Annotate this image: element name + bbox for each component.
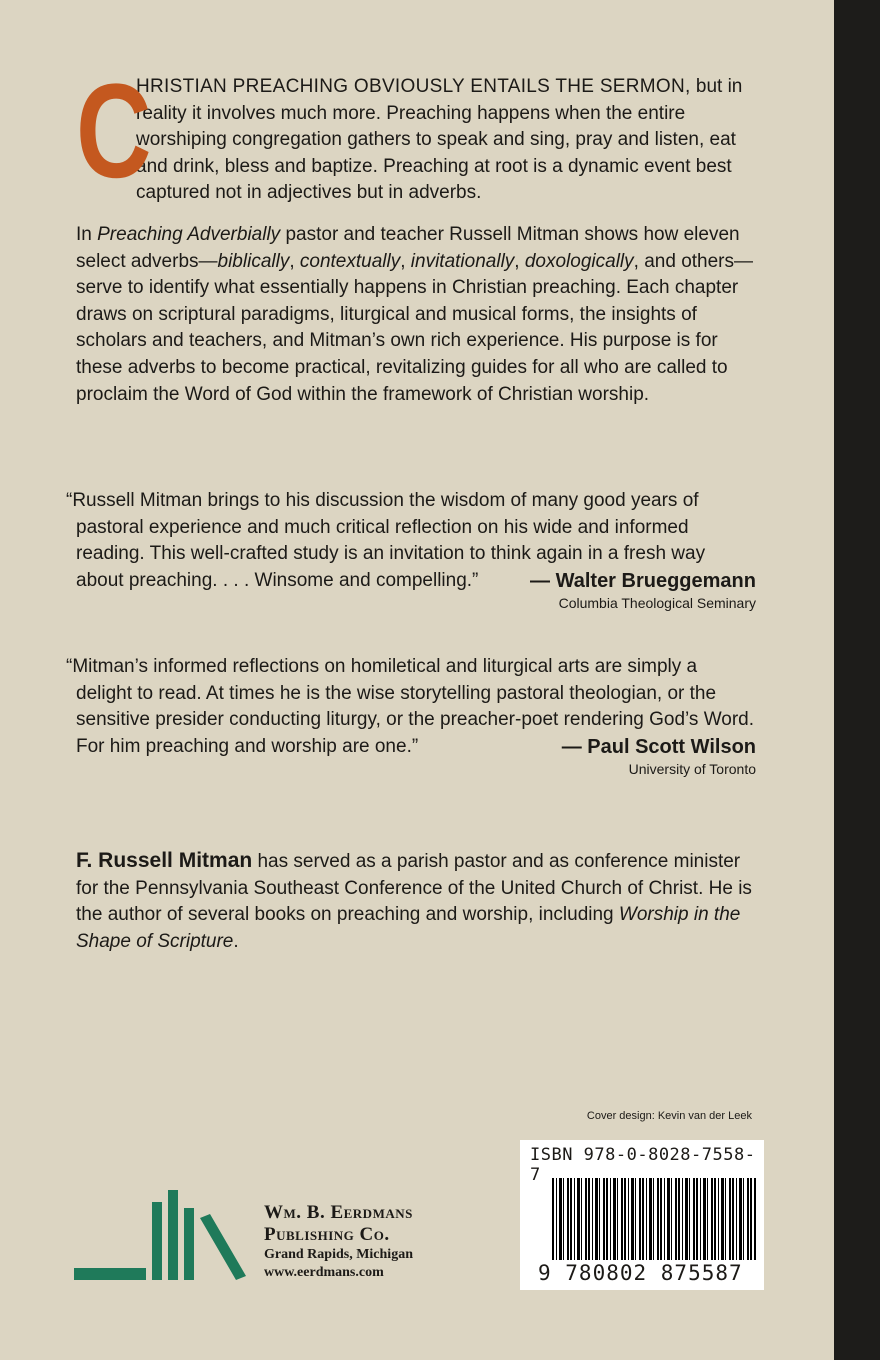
summary-text: , [400,250,411,272]
endorser-institution: Columbia Theological Seminary [558,595,756,612]
spine-edge [834,0,880,1360]
adverb: contextually [299,250,401,272]
bio-text: has served as a parish pastor and as conference minister for the Pennsylvania Southeast Conference of the United Church of Christ. He is the author of several books on preaching and worship, including [76,851,752,926]
publisher-name-line2: Publishing Co. [264,1224,390,1245]
adverb: biblically [217,250,290,272]
endorser-name: — Paul Scott Wilson [561,736,756,759]
barcode-bars [552,1178,756,1270]
publisher-website[interactable]: www.eerdmans.com [264,1265,384,1280]
endorsement-text: “Mitman’s informed reflections on homiletical and liturgical arts are simply a delight to read. At times he is the wise storytelling pastoral theologian, or the sensitive presider conducting liturgy, or the preacher-poet rendering God’s Word. For him preaching and worship are one.” [66,656,755,757]
intro-lead: HRISTIAN PREACHING OBVIOUSLY ENTAILS THE SERMON, [136,76,691,97]
endorser-institution: University of Toronto [628,761,756,778]
adverb: invitationally [410,250,515,272]
summary-text: pastor and teacher Russell Mitman shows how eleven select adverbs— [76,224,740,272]
author-name: F. Russell Mitman [76,849,253,872]
intro-paragraph [76,57,756,207]
publisher-city: Grand Rapids, Michigan [264,1247,413,1262]
endorsement-text: “Russell Mitman brings to his discussion the wisdom of many good years of pastoral experience and much critical reflection on his wide and informed reading. This well-crafted study is an invitation to think again in a fresh way about preaching. . . . Winsome and compelling.” [66,490,706,591]
author-bio [76,848,756,955]
eerdmans-books-logo-icon [74,1188,250,1284]
summary-text: , [289,250,300,272]
cover-credit: Cover design: Kevin van der Leek [586,1110,752,1122]
bio-end: . [233,930,239,952]
book-title: Preaching Adverbially [97,224,281,245]
isbn-label: ISBN 978-0-8028-7558-7 [530,1145,756,1185]
endorser-name: — Walter Brueggemann [530,570,756,593]
endorsement-brueggemann [66,488,756,612]
endorsement-wilson [66,654,756,778]
publisher-block [264,1202,413,1282]
summary-text: , and others—serve to identify what essentially happens in Christian preaching. Each chapter draws on scriptural paradigms, liturgical and musical forms, the insights of scholars and teachers, and Mitman’s own rich experience. His purpose is for these adverbs to become practical, revitalizing guides for all who are called to proclaim the Word of God within the framework of Christian worship. [76,250,753,405]
publisher-name-line1: Wm. B. Eerdmans [264,1202,413,1223]
summary-text: In [76,224,98,245]
bio-book-title: Worship in the Shape of Scripture [76,904,741,952]
barcode-digits: 9 780802 875587 [532,1260,764,1286]
summary-text: , [514,250,525,272]
adverb: doxologically [524,250,634,272]
summary-paragraph [76,222,756,408]
drop-cap: C [76,57,152,206]
barcode [520,1140,764,1290]
intro-rest: but in reality it involves much more. Preaching happens when the entire worshiping congregation gathers to speak and sing, pray and listen, eat and drink, bless and baptize. Preaching at root is a dynamic event best captured not in adjectives but in adverbs. [136,76,743,204]
